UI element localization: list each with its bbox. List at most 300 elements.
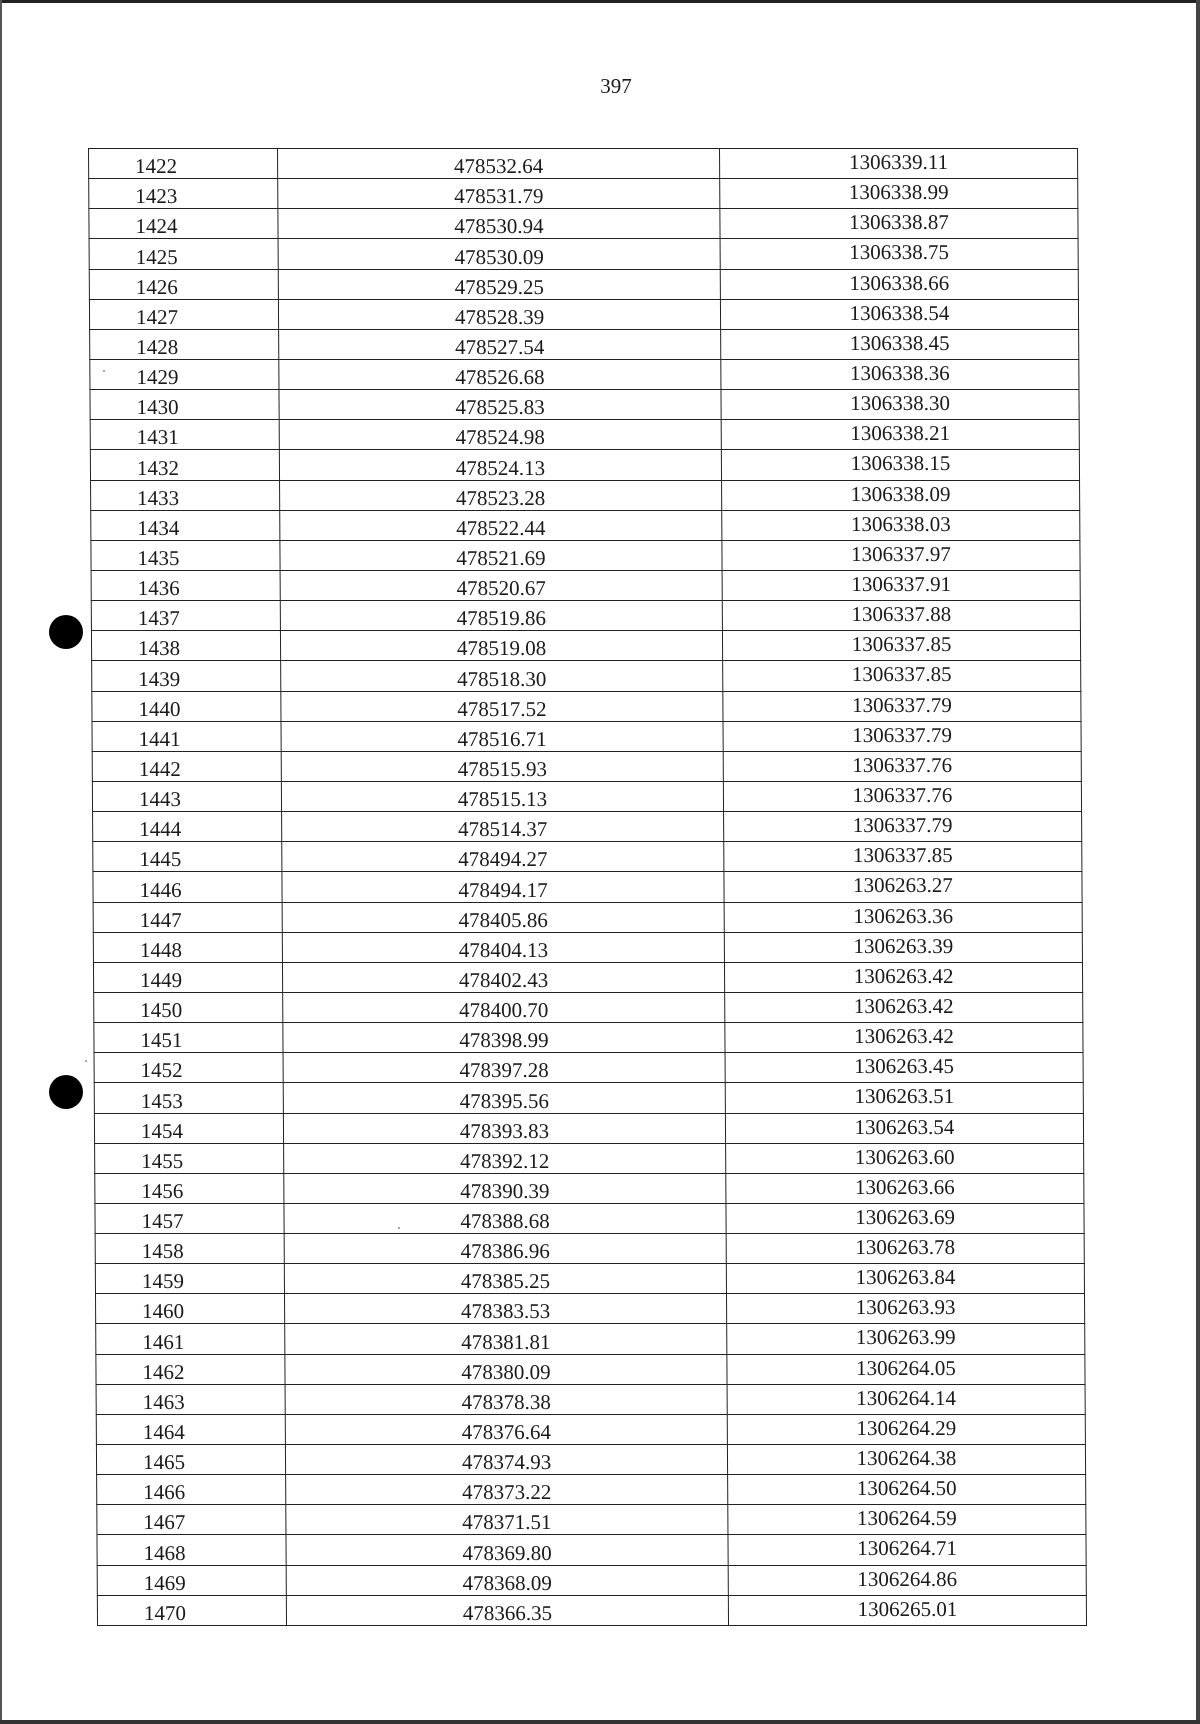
point-id-cell [97,1505,286,1535]
x-coordinate-cell [282,812,724,842]
x-coordinate-cell-text: 478374.93 [461,1450,552,1475]
scan-edge-right [1196,0,1200,1724]
point-id-cell [94,1113,283,1143]
point-id-cell [89,239,278,269]
table-row [95,1264,1084,1294]
x-coordinate-cell-text: 478369.80 [462,1540,552,1565]
y-coordinate-cell [725,1113,1083,1143]
point-id-cell-text: 1432 [136,455,180,480]
x-coordinate-cell-text: 478516.71 [457,726,547,751]
x-coordinate-cell [280,480,722,510]
point-id-cell [92,781,281,811]
x-coordinate-cell [282,932,724,962]
point-id-cell-text: 1435 [137,545,180,570]
point-id-cell-text: 1453 [140,1088,183,1113]
y-coordinate-cell [727,1354,1085,1384]
y-coordinate-cell [726,1264,1084,1294]
point-id-cell [96,1324,285,1354]
point-id-cell [90,329,279,359]
x-coordinate-cell [281,781,723,811]
coordinate-table-body [89,149,1087,1626]
x-coordinate-cell-text: 478366.35 [462,1600,553,1625]
x-coordinate-cell [281,661,723,691]
table-row [93,812,1082,842]
y-coordinate-cell [720,149,1078,179]
table-row [96,1445,1085,1475]
x-coordinate-cell-text: 478392.12 [459,1148,550,1173]
y-coordinate-cell-text: 1306337.85 [851,662,952,687]
y-coordinate-cell-text: 1306263.99 [855,1325,956,1350]
x-coordinate-cell [278,149,720,179]
point-id-cell [93,962,282,992]
punch-hole-icon [49,615,83,649]
point-id-cell-text: 1445 [139,847,182,872]
x-coordinate-cell-text: 478531.79 [454,184,544,209]
table-row [96,1414,1085,1444]
x-coordinate-cell [282,872,724,902]
y-coordinate-cell [728,1535,1086,1565]
table-row [96,1354,1085,1384]
y-coordinate-cell-text: 1306337.85 [851,632,952,657]
y-coordinate-cell [725,1023,1083,1053]
x-coordinate-cell [284,1234,726,1264]
y-coordinate-cell-text: 1306338.21 [850,421,951,446]
point-id-cell [94,992,283,1022]
point-id-cell-text: 1455 [141,1148,184,1173]
y-coordinate-cell-text: 1306338.30 [850,391,951,416]
point-id-cell-text: 1457 [141,1209,184,1234]
point-id-cell-text: 1437 [137,606,180,631]
y-coordinate-cell-text: 1306337.97 [851,541,951,566]
x-coordinate-cell [286,1565,728,1595]
x-coordinate-cell [284,1143,726,1173]
page-number: 397 [600,74,632,98]
x-coordinate-cell-text: 478515.93 [457,756,547,781]
table-row [90,329,1079,359]
x-coordinate-cell-text: 478393.83 [459,1118,550,1143]
point-id-cell [93,932,282,962]
y-coordinate-cell-text: 1306337.79 [851,692,952,717]
point-id-cell [89,149,278,179]
point-id-cell-text: 1426 [135,274,178,299]
point-id-cell-text: 1423 [135,184,178,209]
table-row [89,149,1078,179]
point-id-cell [92,661,281,691]
point-id-cell-text: 1466 [143,1480,186,1505]
y-coordinate-cell [720,209,1078,239]
point-id-cell [89,209,278,239]
y-coordinate-cell-text: 1306263.42 [853,1024,954,1049]
y-coordinate-cell [723,721,1081,751]
point-id-cell-text: 1446 [139,877,182,902]
x-coordinate-cell [283,1053,725,1083]
y-coordinate-cell [726,1294,1084,1324]
x-coordinate-cell [278,179,720,209]
x-coordinate-cell [278,299,720,329]
point-id-cell [93,842,282,872]
x-coordinate-cell-text: 478404.13 [458,937,549,962]
y-coordinate-cell [726,1143,1084,1173]
table-row [90,359,1079,389]
x-coordinate-cell [282,902,724,932]
point-id-cell [96,1384,285,1414]
x-coordinate-cell-text: 478530.94 [454,214,544,239]
y-coordinate-cell [721,359,1079,389]
point-id-cell-text: 1429 [136,365,179,390]
y-coordinate-cell-text: 1306263.78 [855,1235,956,1260]
point-id-cell [95,1173,284,1203]
x-coordinate-cell-text: 478517.52 [457,696,547,721]
x-coordinate-cell [284,1264,726,1294]
point-id-cell-text: 1467 [143,1510,186,1535]
point-id-cell [91,631,280,661]
table-row [89,209,1078,239]
x-coordinate-cell-text: 478520.67 [456,576,546,601]
x-coordinate-cell [280,540,722,570]
x-coordinate-cell [285,1324,727,1354]
y-coordinate-cell [723,691,1081,721]
table-row [95,1234,1084,1264]
x-coordinate-cell [284,1294,726,1324]
y-coordinate-cell [724,842,1082,872]
y-coordinate-cell [728,1595,1086,1625]
x-coordinate-cell-text: 478386.96 [460,1239,550,1264]
x-coordinate-cell [280,570,722,600]
x-coordinate-cell [279,450,721,480]
y-coordinate-cell-text: 1306263.60 [854,1144,955,1169]
y-coordinate-cell-text: 1306264.59 [856,1506,957,1531]
table-row [97,1475,1086,1505]
x-coordinate-cell [278,269,720,299]
point-id-cell-text: 1456 [141,1178,184,1203]
x-coordinate-cell [279,420,721,450]
y-coordinate-cell [724,812,1082,842]
y-coordinate-cell [720,179,1078,209]
table-row [90,450,1079,480]
table-row [92,691,1081,721]
y-coordinate-cell [722,480,1080,510]
table-row [94,992,1083,1022]
point-id-cell-text: 1460 [142,1299,185,1324]
table-row [95,1173,1084,1203]
x-coordinate-cell-text: 478522.44 [456,515,546,540]
x-coordinate-cell [278,209,720,239]
y-coordinate-cell-text: 1306263.36 [853,903,954,928]
point-id-cell [92,751,281,781]
y-coordinate-cell [725,1083,1083,1113]
point-id-cell-text: 1459 [141,1269,184,1294]
coordinate-table [88,148,1087,1626]
y-coordinate-cell [727,1324,1085,1354]
y-coordinate-cell-text: 1306263.39 [853,933,954,958]
table-row [93,932,1082,962]
y-coordinate-cell [728,1565,1086,1595]
x-coordinate-cell [283,992,725,1022]
table-row [90,390,1079,420]
table-row [96,1324,1085,1354]
point-id-cell-text: 1439 [138,666,181,691]
x-coordinate-cell-text: 478527.54 [455,334,545,359]
y-coordinate-cell-text: 1306338.66 [849,270,950,295]
point-id-cell-text: 1469 [143,1570,186,1595]
table-row [97,1535,1086,1565]
table-row [94,1083,1083,1113]
point-id-cell-text: 1462 [142,1359,185,1384]
x-coordinate-cell-text: 478380.09 [461,1359,551,1384]
point-id-cell [96,1414,285,1444]
point-id-cell-text: 1440 [138,696,181,721]
table-row [91,510,1080,540]
table-row [89,269,1078,299]
point-id-cell [95,1234,284,1264]
x-coordinate-cell [279,329,721,359]
y-coordinate-cell [726,1173,1084,1203]
scan-edge-top [0,0,1200,3]
table-row [91,570,1080,600]
y-coordinate-cell [721,329,1079,359]
x-coordinate-cell-text: 478524.13 [455,455,546,480]
x-coordinate-cell [279,390,721,420]
table-row [97,1565,1086,1595]
table-row [93,962,1082,992]
point-id-cell [93,812,282,842]
y-coordinate-cell-text: 1306338.75 [849,240,950,265]
point-id-cell-text: 1444 [139,817,182,842]
y-coordinate-cell [726,1203,1084,1233]
table-row [90,420,1079,450]
x-coordinate-cell [286,1505,728,1535]
table-row [89,239,1078,269]
point-id-cell-text: 1470 [143,1600,187,1625]
point-id-cell-text: 1468 [143,1540,186,1565]
x-coordinate-cell [282,962,724,992]
scan-speck [85,1060,87,1062]
table-row [92,781,1081,811]
y-coordinate-cell-text: 1306264.14 [856,1385,957,1410]
point-id-cell [94,1023,283,1053]
y-coordinate-cell-text: 1306264.38 [856,1446,957,1471]
y-coordinate-cell-text: 1306263.42 [853,993,954,1018]
y-coordinate-cell [728,1505,1086,1535]
x-coordinate-cell-text: 478405.86 [458,907,548,932]
table-row [91,540,1080,570]
y-coordinate-cell-text: 1306264.50 [856,1476,957,1501]
x-coordinate-cell [280,601,722,631]
x-coordinate-cell-text: 478519.08 [456,636,547,661]
x-coordinate-cell-text: 478381.81 [461,1329,551,1354]
y-coordinate-cell-text: 1306337.85 [852,843,953,868]
y-coordinate-cell [721,450,1079,480]
y-coordinate-cell-text: 1306337.79 [852,813,953,838]
y-coordinate-cell [727,1445,1085,1475]
x-coordinate-cell [286,1535,728,1565]
point-id-cell-text: 1427 [135,304,179,329]
y-coordinate-cell-text: 1306263.51 [854,1084,955,1109]
x-coordinate-cell [281,751,723,781]
x-coordinate-cell [285,1414,727,1444]
y-coordinate-cell-text: 1306263.69 [855,1204,955,1229]
x-coordinate-cell-text: 478528.39 [454,304,545,329]
point-id-cell [90,450,279,480]
table-row [94,1023,1083,1053]
scan-edge-left [0,0,2,1724]
point-id-cell-text: 1434 [137,515,180,540]
table-row [95,1203,1084,1233]
point-id-cell-text: 1448 [139,937,182,962]
y-coordinate-cell [724,902,1082,932]
y-coordinate-cell [722,601,1080,631]
table-row [92,751,1081,781]
y-coordinate-cell [724,932,1082,962]
scan-edge-bottom [0,1720,1200,1724]
table-row [95,1294,1084,1324]
x-coordinate-cell-text: 478523.28 [455,485,546,510]
punch-hole-icon [49,1075,83,1109]
point-id-cell [96,1354,285,1384]
y-coordinate-cell-text: 1306338.87 [849,210,949,235]
x-coordinate-cell [283,1083,725,1113]
point-id-cell-text: 1422 [135,154,178,179]
point-id-cell [91,480,280,510]
x-coordinate-cell [281,721,723,751]
x-coordinate-cell [285,1384,727,1414]
y-coordinate-cell [722,631,1080,661]
x-coordinate-cell-text: 478383.53 [460,1299,551,1324]
point-id-cell-text: 1450 [140,998,183,1023]
y-coordinate-cell-text: 1306263.84 [855,1265,956,1290]
table-row [91,631,1080,661]
x-coordinate-cell [286,1595,728,1625]
point-id-cell [96,1445,285,1475]
y-coordinate-cell-text: 1306338.45 [849,330,950,355]
x-coordinate-cell [280,510,722,540]
y-coordinate-cell-text: 1306338.03 [850,511,951,536]
x-coordinate-cell-text: 478402.43 [458,967,549,992]
y-coordinate-cell-text: 1306337.76 [852,752,953,777]
x-coordinate-cell [281,691,723,721]
point-id-cell [91,540,280,570]
point-id-cell [95,1143,284,1173]
y-coordinate-cell-text: 1306263.45 [854,1054,955,1079]
x-coordinate-cell-text: 478376.64 [461,1420,552,1445]
y-coordinate-cell [723,751,1081,781]
y-coordinate-cell [728,1475,1086,1505]
x-coordinate-cell-text: 478532.64 [453,154,544,179]
y-coordinate-cell [724,962,1082,992]
y-coordinate-cell-text: 1306338.54 [849,300,950,325]
y-coordinate-cell-text: 1306337.91 [851,571,952,596]
point-id-cell [93,902,282,932]
point-id-cell [97,1535,286,1565]
x-coordinate-cell-text: 478529.25 [454,274,545,299]
y-coordinate-cell-text: 1306338.15 [850,451,951,476]
y-coordinate-cell-text: 1306337.88 [851,602,952,627]
point-id-cell [95,1203,284,1233]
y-coordinate-cell [725,1053,1083,1083]
x-coordinate-cell-text: 478515.13 [457,787,548,812]
y-coordinate-cell [722,570,1080,600]
x-coordinate-cell-text: 478371.51 [462,1510,552,1535]
y-coordinate-cell-text: 1306264.86 [857,1566,958,1591]
table-row [94,1113,1083,1143]
table-row [89,299,1078,329]
table-row [91,480,1080,510]
x-coordinate-cell-text: 478400.70 [459,998,549,1023]
table-row [97,1505,1086,1535]
x-coordinate-cell [284,1173,726,1203]
y-coordinate-cell [727,1414,1085,1444]
x-coordinate-cell-text: 478526.68 [455,365,545,390]
table-row [97,1595,1086,1625]
y-coordinate-cell-text: 1306339.11 [849,150,949,174]
y-coordinate-cell [720,299,1078,329]
y-coordinate-cell [726,1234,1084,1264]
x-coordinate-cell-text: 478395.56 [459,1088,550,1113]
point-id-cell [93,872,282,902]
x-coordinate-cell-text: 478518.30 [457,666,547,691]
x-coordinate-cell [278,239,720,269]
point-id-cell [91,570,280,600]
x-coordinate-cell [282,842,724,872]
y-coordinate-cell [720,269,1078,299]
x-coordinate-cell-text: 478388.68 [460,1209,550,1234]
point-id-cell [90,390,279,420]
y-coordinate-cell-text: 1306263.66 [854,1174,955,1199]
y-coordinate-cell-text: 1306337.76 [852,782,953,807]
point-id-cell [90,359,279,389]
y-coordinate-cell-text: 1306337.79 [852,722,953,747]
point-id-cell-text: 1451 [140,1028,183,1053]
point-id-cell [91,601,280,631]
point-id-cell-text: 1447 [139,907,182,932]
point-id-cell [89,299,278,329]
point-id-cell [94,1083,283,1113]
point-id-cell [92,691,281,721]
point-id-cell [97,1565,286,1595]
y-coordinate-cell-text: 1306264.71 [857,1536,958,1561]
x-coordinate-cell-text: 478519.86 [456,606,547,631]
y-coordinate-cell [721,390,1079,420]
point-id-cell [97,1475,286,1505]
point-id-cell [89,269,278,299]
point-id-cell-text: 1464 [142,1420,185,1445]
table-row [95,1143,1084,1173]
x-coordinate-cell-text: 478525.83 [455,395,545,420]
point-id-cell-text: 1461 [142,1329,185,1354]
point-id-cell-text: 1424 [135,214,178,239]
point-id-cell-text: 1441 [138,726,181,751]
x-coordinate-cell [283,1113,725,1143]
y-coordinate-cell [723,781,1081,811]
x-coordinate-cell-text: 478521.69 [456,545,546,570]
y-coordinate-cell-text: 1306338.09 [850,481,951,506]
point-id-cell-text: 1433 [137,485,180,510]
point-id-cell [90,420,279,450]
y-coordinate-cell-text: 1306265.01 [857,1596,958,1621]
point-id-cell [95,1294,284,1324]
point-id-cell-text: 1454 [140,1118,184,1143]
x-coordinate-cell [279,359,721,389]
x-coordinate-cell [284,1203,726,1233]
table-row [92,721,1081,751]
y-coordinate-cell [724,872,1082,902]
table-row [96,1384,1085,1414]
table-row [89,179,1078,209]
x-coordinate-cell-text: 478397.28 [459,1058,549,1083]
x-coordinate-cell [286,1475,728,1505]
y-coordinate-cell-text: 1306263.93 [855,1295,956,1320]
point-id-cell-text: 1438 [137,636,181,661]
